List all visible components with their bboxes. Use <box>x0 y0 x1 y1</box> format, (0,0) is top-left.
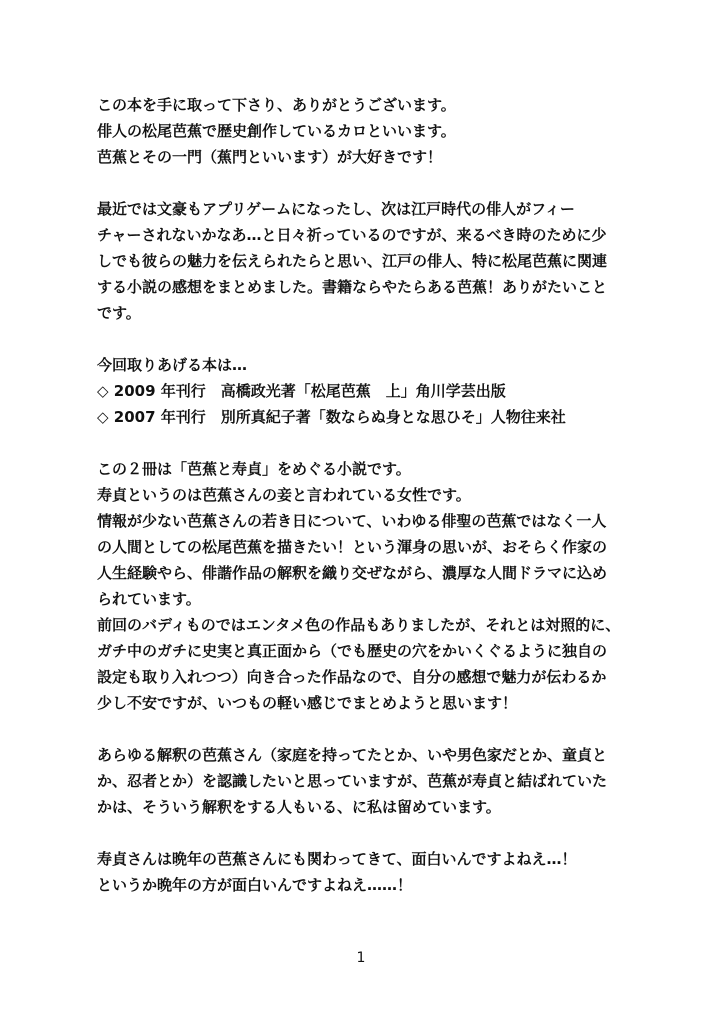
text-line: られています。 <box>97 590 201 608</box>
body-text <box>97 92 637 898</box>
text-line: 今回取りあげる本は… <box>97 356 248 374</box>
text-line: 寿貞というのは芭蕉さんの妾と言われている女性です。 <box>97 486 471 504</box>
text-line: しでも彼らの魅力を伝えられたらと思い、江戸の俳人、特に松尾芭蕉に関連 <box>97 252 608 270</box>
text-line: 前回のバディものではエンタメ色の作品もありましたが、それとは対照的に、 <box>97 616 621 634</box>
text-line: 設定も取り入れつつ）向き合った作品なので、自分の感想で魅力が伝わるか <box>97 668 607 686</box>
text-line: 人生経験やら、俳諧作品の解釈を織り交ぜながら、濃厚な人間ドラマに込め <box>97 564 608 582</box>
text-line: 芭蕉とその一門（蕉門といいます）が大好きです！ <box>97 148 443 166</box>
paragraph-interpretation <box>97 742 637 820</box>
paragraph-greeting <box>97 92 637 170</box>
paragraph-gap <box>97 820 637 846</box>
paragraph-motivation <box>97 196 637 326</box>
text-line: 少し不安ですが、いつもの軽い感じでまとめようと思います！ <box>97 694 518 712</box>
text-line: かは、そういう解釈をする人もいる、に私は留めています。 <box>97 798 501 816</box>
page-number: 1 <box>356 950 366 966</box>
text-line: する小説の感想をまとめました。書籍ならやたらある芭蕉！ありがたいこと <box>97 278 608 296</box>
text-line: この２冊は「芭蕉と寿貞」をめぐる小説です。 <box>97 460 411 478</box>
text-line: 俳人の松尾芭蕉で歴史創作しているカロといいます。 <box>97 122 456 140</box>
paragraph-book-list <box>97 352 637 430</box>
text-line: 最近では文豪もアプリゲームになったし、次は江戸時代の俳人がフィー <box>97 200 575 218</box>
paragraph-introduction <box>97 456 637 716</box>
text-line: チャーされないかなあ…と日々祈っているのですが、来るべき時のために少 <box>97 226 607 244</box>
text-line: というか晩年の方が面白いんですよねえ……！ <box>97 876 413 894</box>
book-list-item: ◇ 2009 年刊行 高橋政光著「松尾芭蕉 上」角川学芸出版 <box>97 382 506 400</box>
text-line: か、忍者とか）を認識したいと思っていますが、芭蕉が寿貞と結ばれていた <box>97 772 608 790</box>
text-line: の人間としての松尾芭蕉を描きたい！という渾身の思いが、おそらく作家の <box>97 538 608 556</box>
paragraph-closing <box>97 846 637 898</box>
book-list-item: ◇ 2007 年刊行 別所真紀子著「数ならぬ身とな思ひそ」人物往来社 <box>97 408 566 426</box>
paragraph-gap <box>97 716 637 742</box>
paragraph-gap <box>97 326 637 352</box>
text-line: 情報が少ない芭蕉さんの若き日について、いわゆる俳聖の芭蕉ではなく一人 <box>97 512 607 530</box>
text-line: ガチ中のガチに史実と真正面から（でも歴史の穴をかいくぐるように独自の <box>97 642 608 660</box>
text-line: この本を手に取って下さり、ありがとうございます。 <box>97 96 456 114</box>
text-line: 寿貞さんは晩年の芭蕉さんにも関わってきて、面白いんですよねえ…！ <box>97 850 577 868</box>
paragraph-gap <box>97 430 637 456</box>
text-line: です。 <box>97 304 141 322</box>
paragraph-gap <box>97 170 637 196</box>
text-line: あらゆる解釈の芭蕉さん（家庭を持ってたとか、いや男色家だとか、童貞と <box>97 746 608 764</box>
